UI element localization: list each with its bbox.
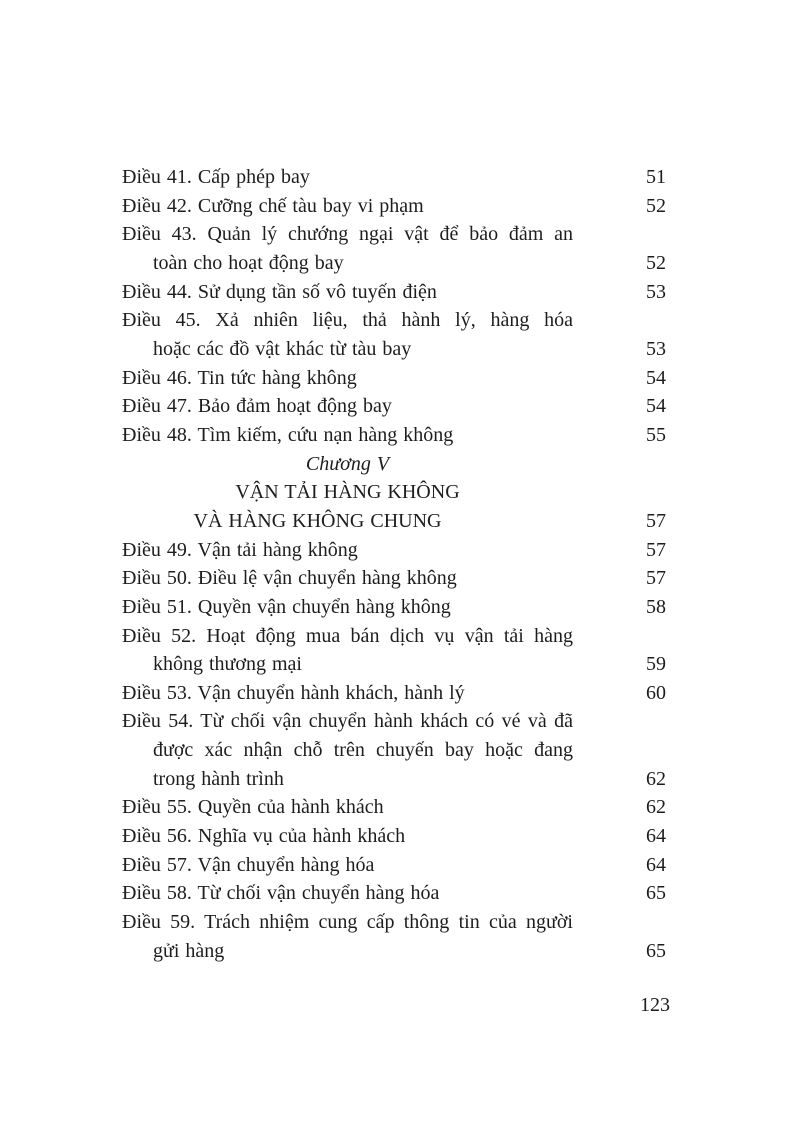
toc-entry-title: Điều 48. Tìm kiếm, cứu nạn hàng không: [122, 423, 454, 446]
page-ref: 62: [646, 796, 666, 819]
toc-entry-continuation: gửi hàng: [153, 939, 225, 962]
chapter-title: VẬN TẢI HÀNG KHÔNG: [235, 481, 460, 504]
toc-entry-title: Điều 49. Vận tải hàng không: [122, 538, 358, 561]
page-ref: 65: [646, 882, 666, 905]
page-ref: 54: [646, 366, 666, 389]
chapter-label: [122, 450, 666, 479]
page-ref: 58: [646, 595, 666, 618]
page-ref: 52: [646, 251, 666, 274]
toc-entry-title: Điều 55. Quyền của hành khách: [122, 796, 384, 819]
toc-line-dieu-59-cont: [122, 937, 666, 966]
toc-line-dieu-43: [122, 220, 666, 249]
toc-entry-title: Điều 56. Nghĩa vụ của hành khách: [122, 825, 406, 848]
toc-line-dieu-53: [122, 679, 666, 708]
toc-entry-title: Điều 43. Quản lý chướng ngại vật để bảo đảm an: [122, 223, 573, 246]
toc-entry-title: Điều 59. Trách nhiệm cung cấp thông tin của người: [122, 911, 573, 934]
chapter-title: VÀ HÀNG KHÔNG CHUNG: [193, 509, 442, 532]
toc-entry-title: Điều 46. Tin tức hàng không: [122, 366, 357, 389]
toc-line-dieu-54-cont-1: [122, 736, 666, 765]
toc-line-dieu-42: [122, 192, 666, 221]
toc-entry-title: Điều 57. Vận chuyển hàng hóa: [122, 853, 375, 876]
toc-line-dieu-48: [122, 421, 666, 450]
chapter-title-line-1: [122, 478, 666, 507]
toc-line-dieu-52-cont: [122, 650, 666, 679]
toc-line-dieu-54: [122, 707, 666, 736]
page-ref: 57: [646, 567, 666, 590]
chapter-title-line-2: [122, 507, 666, 536]
page-ref: 65: [646, 939, 666, 962]
page-ref: 57: [646, 509, 666, 532]
toc-line-dieu-49: [122, 536, 666, 565]
toc-entry-title: Điều 52. Hoạt động mua bán dịch vụ vận tải hàng: [122, 624, 573, 647]
toc-line-dieu-47: [122, 392, 666, 421]
toc-entry-continuation: toàn cho hoạt động bay: [153, 251, 344, 274]
chapter-number: Chương V: [305, 452, 390, 475]
toc-entry-title: Điều 51. Quyền vận chuyển hàng không: [122, 595, 451, 618]
page-ref: 55: [646, 423, 666, 446]
toc-entry-title: Điều 50. Điều lệ vận chuyển hàng không: [122, 567, 457, 590]
toc-entry-title: Điều 41. Cấp phép bay: [122, 166, 310, 188]
toc-entry-title: Điều 45. Xả nhiên liệu, thả hành lý, hàng hóa: [122, 309, 573, 332]
page-ref: 62: [646, 767, 666, 790]
toc-line-dieu-41: [122, 163, 666, 192]
table-of-contents: [122, 163, 666, 965]
toc-line-dieu-58: [122, 879, 666, 908]
toc-entry-continuation: hoặc các đồ vật khác từ tàu bay: [153, 337, 412, 360]
toc-entry-continuation: trong hành trình: [153, 767, 284, 790]
toc-line-dieu-54-cont-2: [122, 765, 666, 794]
toc-line-dieu-46: [122, 364, 666, 393]
page-ref: 53: [646, 337, 666, 360]
folio-page-number: 123: [640, 994, 670, 1016]
page-ref: 59: [646, 653, 666, 676]
toc-entry-title: Điều 44. Sử dụng tần số vô tuyến điện: [122, 280, 437, 303]
toc-entry-title: Điều 54. Từ chối vận chuyển hành khách có vé và đã: [122, 710, 573, 733]
toc-entry-title: Điều 58. Từ chối vận chuyển hàng hóa: [122, 882, 440, 905]
page-ref: 57: [646, 538, 666, 561]
toc-line-dieu-50: [122, 564, 666, 593]
toc-line-dieu-44: [122, 278, 666, 307]
toc-line-dieu-52: [122, 622, 666, 651]
toc-line-dieu-57: [122, 851, 666, 880]
toc-line-dieu-45: [122, 306, 666, 335]
toc-entry-title: Điều 47. Bảo đảm hoạt động bay: [122, 395, 392, 418]
toc-line-dieu-59: [122, 908, 666, 937]
page-ref: 64: [646, 853, 666, 876]
page-ref: 54: [646, 395, 666, 418]
page-ref: 53: [646, 280, 666, 303]
toc-line-dieu-51: [122, 593, 666, 622]
toc-entry-continuation: không thương mại: [153, 653, 302, 676]
page-ref: 52: [646, 194, 666, 217]
toc-entry-continuation: được xác nhận chỗ trên chuyến bay hoặc đang: [153, 739, 573, 762]
toc-line-dieu-43-cont: [122, 249, 666, 278]
toc-line-dieu-56: [122, 822, 666, 851]
page-ref: 51: [646, 166, 666, 188]
page-ref: 64: [646, 825, 666, 848]
page-ref: 60: [646, 681, 666, 704]
toc-line-dieu-45-cont: [122, 335, 666, 364]
toc-entry-title: Điều 42. Cưỡng chế tàu bay vi phạm: [122, 194, 424, 217]
toc-line-dieu-55: [122, 793, 666, 822]
toc-entry-title: Điều 53. Vận chuyển hành khách, hành lý: [122, 681, 465, 704]
